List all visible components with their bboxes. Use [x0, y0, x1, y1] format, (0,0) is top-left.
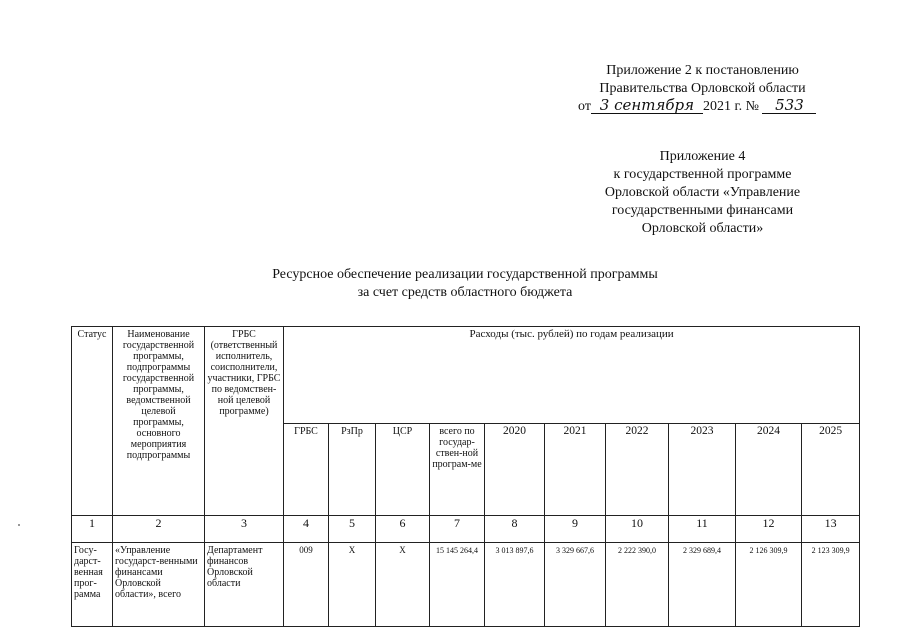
column-number: 7: [430, 516, 485, 543]
scan-speck: [18, 524, 20, 526]
from-label: от: [578, 99, 591, 114]
appendix-2-header: [560, 62, 845, 116]
header-year: 2020: [485, 424, 545, 516]
header-year: 2021: [545, 424, 606, 516]
document-title: [180, 266, 750, 302]
column-number: 12: [736, 516, 802, 543]
cell-year-value: 3 329 667,6: [545, 543, 606, 627]
cell-year-value: 3 013 897,6: [485, 543, 545, 627]
column-number: 2: [113, 516, 205, 543]
header-status: Статус: [72, 327, 113, 516]
header-year: 2023: [669, 424, 736, 516]
column-number-row: [72, 516, 860, 543]
column-number: 5: [329, 516, 376, 543]
year-number-label: 2021 г. №: [702, 99, 759, 114]
column-number: 11: [669, 516, 736, 543]
column-number: 3: [205, 516, 284, 543]
appendix-4-line: Орловской области «Управление: [604, 185, 801, 200]
header-year: 2024: [736, 424, 802, 516]
header-grbs: ГРБС: [284, 424, 329, 516]
cell-grbs-responsible: Департамент финансов Орловской области: [205, 543, 284, 627]
cell-rzpr: Х: [329, 543, 376, 627]
appendix-4-line: Орловской области»: [641, 221, 764, 236]
column-number: 1: [72, 516, 113, 543]
header-expenses: Расходы (тыс. рублей) по годам реализации: [284, 327, 860, 424]
column-number: 10: [606, 516, 669, 543]
header-grbs-responsible: ГРБС (ответственный исполнитель, соисполнители, участники, ГРБС по ведомствен-ной целевой программе): [205, 327, 284, 516]
table-row: [72, 543, 860, 627]
cell-year-value: 2 126 309,9: [736, 543, 802, 627]
appendix-4-line: к государственной программе: [613, 167, 792, 182]
header-name: Наименование государственной программы, подпрограммы государственной программы, ведомственной целевой программы, основного мероприятия подпрограммы: [113, 327, 205, 516]
cell-csr: Х: [376, 543, 430, 627]
cell-grbs: 009: [284, 543, 329, 627]
appendix-2-line1: Приложение 2 к постановлению: [606, 63, 799, 78]
cell-year-value: 2 222 390,0: [606, 543, 669, 627]
handwritten-date: 3 сентября: [591, 98, 703, 114]
cell-name: «Управление государст-венными финансами Орловской области», всего: [113, 543, 205, 627]
column-number: 13: [802, 516, 860, 543]
cell-total: 15 145 264,4: [430, 543, 485, 627]
column-number: 9: [545, 516, 606, 543]
appendix-4-header: [560, 148, 845, 238]
appendix-4-line: Приложение 4: [659, 149, 746, 164]
header-total: всего по государ-ствен-ной програм-ме: [430, 424, 485, 516]
header-csr: ЦСР: [376, 424, 430, 516]
handwritten-number: 533: [762, 98, 816, 114]
resolution-date-line: [560, 98, 845, 116]
header-year: 2025: [802, 424, 860, 516]
cell-status: Госу-дарст-венная прог-рамма: [72, 543, 113, 627]
resource-table: [71, 326, 860, 627]
title-line1: Ресурсное обеспечение реализации государственной программы: [272, 267, 658, 282]
column-number: 8: [485, 516, 545, 543]
appendix-4-line: государственными финансами: [611, 203, 794, 218]
column-number: 6: [376, 516, 430, 543]
cell-year-value: 2 329 689,4: [669, 543, 736, 627]
column-number: 4: [284, 516, 329, 543]
title-line2: за счет средств областного бюджета: [357, 285, 573, 300]
header-rzpr: РзПр: [329, 424, 376, 516]
header-row-1: [72, 327, 860, 424]
header-year: 2022: [606, 424, 669, 516]
cell-year-value: 2 123 309,9: [802, 543, 860, 627]
appendix-2-line2: Правительства Орловской области: [599, 81, 806, 96]
